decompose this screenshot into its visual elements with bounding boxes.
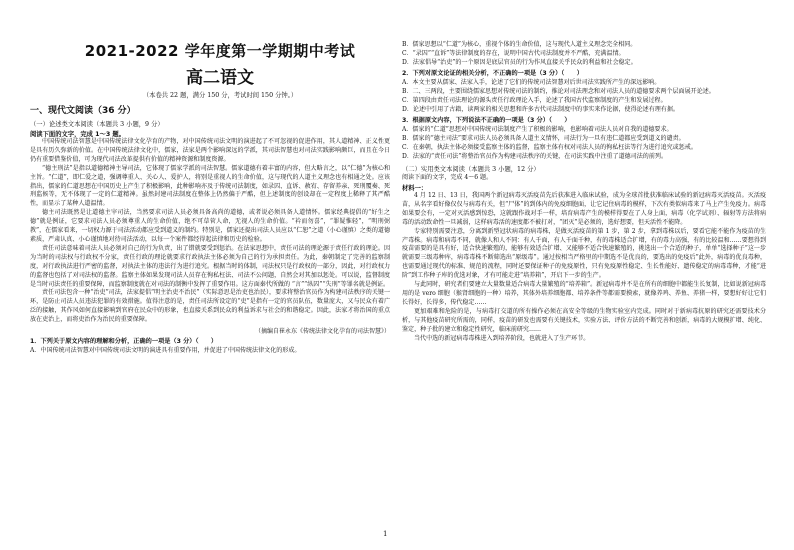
material-paragraph: 专家特别需要注意，分离到新型冠状病毒的病毒株，是做灭活疫苗的第 1 步，第 2 步，拿到毒株以后，要看它能不能作为疫苗的生产毒株。病毒和病毒不同，就像人和人不同：有人千面，有人千面千种，有的毒株适合扩增，有的毒力高强，有的比较温和……要想得到疫苗需要的是具有好，适合快速繁殖的，能够有效适合扩增、又能够不适合快速繁殖的，挑选出一个合适的种子，单单“选择种子”这一步就需要三级毒种库，病毒毒株不断筛选出“原级毒”。通过按相当严格里的中期选不是优良的，要选出的免疫后”此外，病毒的优良毒种，也需要通过现代的标准、规范的流程，同时还要保证种子的免疫原性，只有免疫原性稳定、生长性能好、遗传稳定的病毒毒种，才能“进阶”到工作种子库的优选对象，才有可能走进“培养箱”，开启下一步的生产。 [402,227,766,280]
question-3-option-d: D．法家的“责任司法”将整治官员作为构建司法秩序的关键，在司法实践中注重了道德司法的前列。 [402,153,667,160]
question-3-option-b: B．儒家的“德主司法”要求司法人员必须具备人道主义情怀，司法行为一旦有违仁道都应受到道义的谴责。 [402,135,685,142]
article-paragraph: 责任司法包含一种“治吏”司法，法家提倡“明主治吏不治民”（实际意思是治吏也治民），要求将整治官员作为构建司法秩序的关键一环，是防止司法人员违法犯罪的有效措施。值得注意的是，责任司法所设定的“吏”是指有一定的官员队伍，数量庞大，又与民众有着广泛的接触，其作风如何直接影响到官府在民众中的形象，也直接关系到民众的利益诉求与社会的和谐稳定。因此，法家才将治国的重点放在吏治上，而将吏治作为治民的重要保障。 [30,289,390,324]
material-paragraph: 4 月 12 日、13 日，我国两个新冠病毒灭活疫苗先后获准进入临床试验，成为全球首批获准临床试验的新冠病毒灭活疫苗。灭活疫苗，从名字看好像仅仅与病毒有关，但“尸体”的到体内的免疫细胞面，让它记住病毒的模样，下次有类似病毒来了马上产生免疫力。病毒如果要会有，一定对灭活感到惊恐，这就跟作战对手一样，培育病毒产生的模样得要在了人身上面，病毒（化学试剂）、辐射等方法将病毒的活动致命性一旦减弱，这样病毒活的速度都不被打对，“团灭”是必须的，选好想要，但天活性不能降。 [402,192,766,226]
question-2-option-d: D．论述中引用了古籍，读两家的相关思想和许多古代司法制度中的事实来作论据，使得论述有理有据。 [402,106,679,113]
question-1-option-c: C．“录囚”“直诉”等法律制度的存在，说明中国古代司法制度并不严酷，充满温情。 [402,50,625,57]
question-1-option-d: D．法家倡导“治吏”的一个原因是底层官员的行为作风直接关乎民众的利益和社会稳定。 [402,59,637,66]
article-citation: （摘编自崔永东《传统法律文化孕育的司法智慧》） [254,328,390,336]
article-paragraph: “德主刑法”是指以道德精神主导司法，它体现了儒家学派的司法智慧。儒家道德有着丰富的内容，但大略言之，以“仁德”为核心和主旨。“仁道”，即仁爱之道，强调尊重人、关心人、爱护人，将别是重视人的生命价值，这与现代的人道主义理念也有相通之处。应该指出，儒家的仁道思想在中国历史上产生了积极影响，此种影响亦及于传统司法制度，如录囚、直诉、赦宥、存留养亲、死刑覆奏、死刑监候等，无不体现了一定的仁道精神。虽然封建司法制度在整体上仍然偏于严酷，但上述制度的创设却在一定程度上稀释了其严酷性，而显示了某种人道温情。 [30,164,390,208]
article-paragraph: 德主司法既然是让道德主宰司法，当然要求司法人员必须具备高尚的道德，或者说必须具备人道情怀。儒家经典提倡的“好生之德”就是例证，它要求司法人员必须尊重人的生命价值，绝不可草菅人命，无视人的生命价值。“衿而勿喜”，“罪疑惟轻”，“明刑弼教”，在儒家看来，一切权力源于司法活动都应受到道义的制约。特别是，儒家还提出司法人员应以“仁恕”之道（小心谨慎）之类的道德素质，严肃认真、小心谨慎地对待司法活动，以每一个案件都经得起法律和历史的检验。 [30,209,390,243]
reading-instruction-2: 阅读下面的文字，完成 4～6 题。 [402,174,493,181]
question-1-option-a: A．中国传统司法智慧对中国传统司法文明的演进具有重要作用，并促进了中国传统法律文化的形成。 [30,347,301,355]
question-2-option-a: A．本文主要从儒家、法家入手，论述了它们的传统司法智慧对后世司法实践所产生的深远影响。 [402,79,661,86]
material-paragraph: 当代中选的新冠病毒毒株进入到培养阶段，也就进入了生产环节。 [414,334,590,342]
exam-title: 2021-2022 学年度第一学期期中考试 [84,42,356,60]
question-2: 2．下列对原文论证的相关分析，不正确的一项是（3 分）（ ） [402,70,583,77]
question-1-option-b: B．儒家思想以“仁道”为核心，重视个体的生命价值，这与现代人道主义理念完全相同。 [402,41,637,48]
subsection-heading: （一）论述类文本阅读（本题共 3 小题，9 分） [30,121,164,128]
article-paragraph: 责任司法意味着司法人员必须对自己的行为负责，出了错就要受到惩治。在法家思想中，责任司法的理论源于责任行政的理论。因为当时的司法权与行政权不分家，责任行政的理论就要求行政执法主体必须为自己的行为承担责任。为此，秦朝制定了完善的监察制度，对行政执法进行严密的监督，对执法主体的违法行为进行追究。根据当时的体制，司法权只是行政权的一部分，因此，对行政权力的监督也包括了对司法权的监督。监察主体如果发现司法人员存在徇私枉法、司法不公问题，自然会对其加以惩处。可以说，监督制度是当时司法责任的重要保障，而监察制度就在对司法的制衡中发挥了重要作用。这方面秦代所做的 “言”“纵囚”“失刑”等罪名就是例证。 [30,244,390,288]
question-3-option-c: C．在秦朝，执法主体必须接受监察主体的监督，监察主体有权对司法人员的徇私枉法等行为进行追究或惩戒。 [402,144,697,151]
exam-subtitle: 高二语文 [186,68,254,88]
question-3: 3．根据原文内容，下列说法不正确的一项是（3 分）（ ） [402,117,571,124]
reading-instruction: 阅读下面的文字，完成 1～3 题。 [30,131,126,138]
page-number: 1 [383,530,388,538]
question-1: 1．下列关于原文内容的理解和分析，正确的一项是（3 分）（ ） [30,338,218,346]
section-heading: 一、现代文阅读（36 分） [30,106,136,116]
left-column [30,40,390,355]
material-label: 材料一： [402,185,428,192]
question-2-option-b: B．二、三两段，主要围绕儒家思想对传统司法的制约，推论对司法理念和对司法人员的道德要求两个层面展开论述。 [402,88,715,95]
question-3-option-a: A．儒家的“仁道”思想对中国传统司法制度产生了积极的影响，也影响着司法人员对自我的道德要求。 [402,126,673,133]
exam-meta: （本卷共 22 题，满分 150 分，考试时间 150 分钟。） [142,92,298,99]
right-column [402,40,766,343]
article-paragraph: 中国传统司法智慧是中国传统法律文化孕育的产物，对中国传统司法文明的演进起了不可忽视的促进作用，其人道精神、正义性更是具有历久弥新的价值。在中国传统法律文化中，儒家，法家是两个影响深远的学派，其司法智慧也对司法实践影响颇巨，而且在今日仍有重要借鉴价值，可为现代司法改革提供有价值的精神资源和制度资源。 [30,138,390,163]
material-paragraph: 与此同时，研究者们要建立大量数量适合病毒大量繁殖的“培养箱”。新冠病毒并不是在所有的细胞中都能生长复制，比如说新冠病毒用的是 vero 细胞（猴肾细胞的一种）培养，其体外培养细胞都、培养条件等都需要摸索，就像养鸡、养鱼、养猪一样，要想好好让它们长得好，长得多，传代稳定…… [402,281,766,306]
subsection-2-heading: （二）实用类文本阅读（本题共 3 小题，12 分） [402,166,540,173]
question-2-option-c: C．第四段由责任司法理论的源头责任行政理论入手，论述了我国古代监察制度的产生和发展过程。 [402,97,667,104]
material-paragraph: 更加艰难和危险的是，与病毒打交道的所有操作必须在高安全等级的生物实验室内完成。同时对于新病毒抗原的研究还需要技术分析，与其他疫苗研究所需的，同样，疫苗的研发也需要有关键技术，实验方法、评价方法的不断完善和创新，病毒的大规模扩增、纯化、鉴定，种子批的建立和稳定性研究，临床前研究…… [402,307,766,333]
